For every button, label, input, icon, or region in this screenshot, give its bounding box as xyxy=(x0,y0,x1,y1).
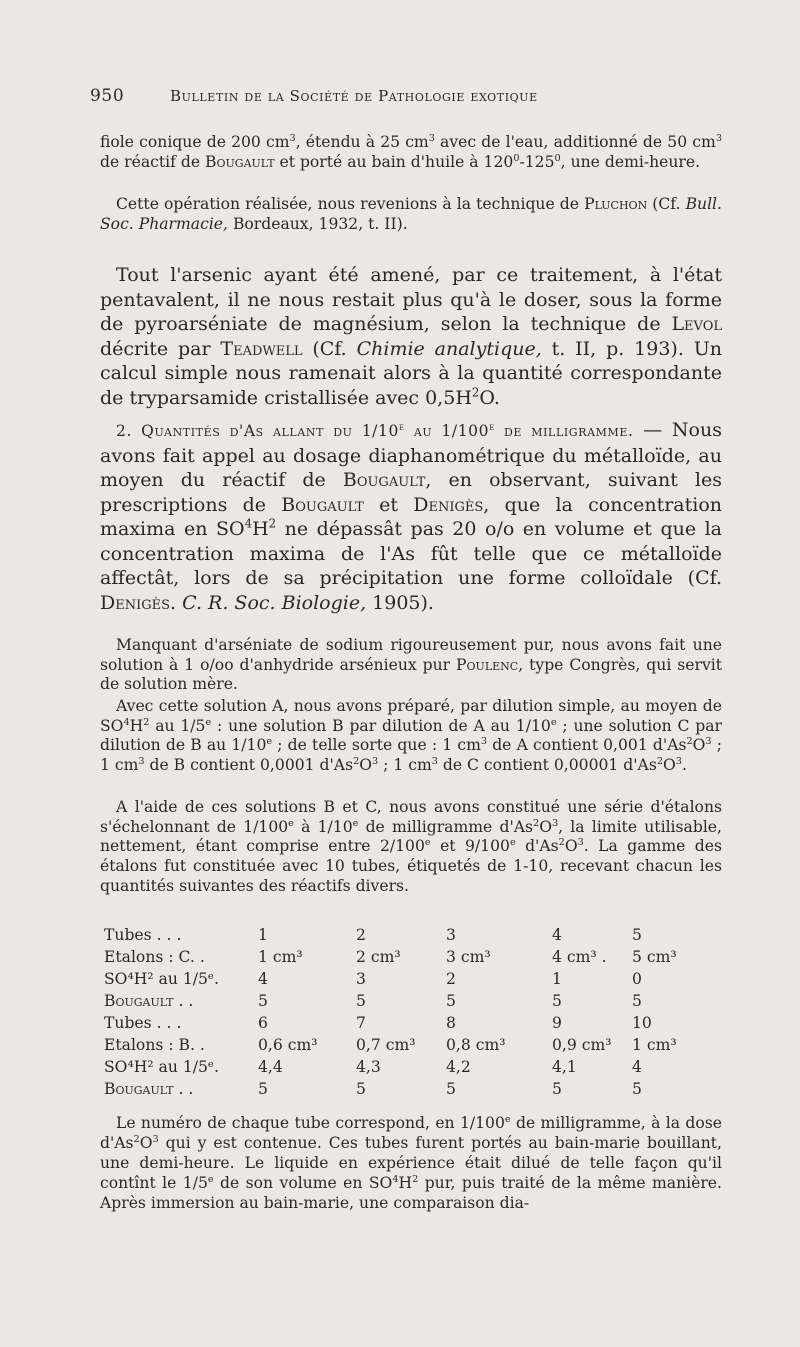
reference-title: Chimie analytique, xyxy=(356,337,542,360)
page-number: 950 xyxy=(90,86,125,106)
author-name: Denigès. xyxy=(100,591,177,614)
table-row: Bougault . . 5 5 5 5 5 xyxy=(104,992,642,1010)
paragraph-8: Le numéro de chaque tube correspond, en 1/100e de milligramme, à la dose $d'As^2O^3$ qui y est contenue. Ces tubes furent portés au bain-marie bouillant, une demi-heure. Le liquide en expérience était dilué de telle façon qu'il contînt le 1/5e de son volume en $SO^4H^2$ pur, puis traité de la même manière. Après immersion au bain-marie, une comparaison dia- xyxy=(100,1113,722,1212)
paragraph-6: Avec cette solution A, nous avons préparé, par dilution simple, au moyen de $SO^4H^2$ au 1/5e : une solution B par dilution de A au 1/10e ; une solution C par dilution de B au 1/10e ; de telle sorte que : 1 $cm^3$ de A contient 0,001 $d'As^2O^3$ ; 1 $cm^3$ de B contient 0,0001 $d'As^2O^3$ ; 1 $cm^3$ de C contient 0,00001 $d'As^2O^3$. xyxy=(100,697,723,775)
table-row: SO⁴H² au 1/5ᵉ. 4 3 2 1 0 xyxy=(104,970,642,988)
reference-title: Bull. Soc. Pharmacie, xyxy=(100,195,722,233)
author-name: Denigès xyxy=(413,493,484,516)
author-name: Bougault xyxy=(205,153,275,171)
paragraph-3: Tout l'arsenic ayant été amené, par ce traitement, à l'état pentavalent, il ne nous restait plus qu'à le doser, sous la forme de pyroarséniate de magnésium, selon la technique de Levol décrite par Teadwell (Cf. Chimie analytique, t. II, p. 193). Un calcul simple nous ramenait alors à la quantité correspondante de tryparsamide cristallisée avec $0,5H^2O$. xyxy=(100,264,722,409)
table-row: SO⁴H² au 1/5ᵉ. 4,4 4,3 4,2 4,1 4 xyxy=(104,1058,642,1076)
table-row: Tubes . . . 1 2 3 4 5 xyxy=(104,926,642,944)
section-title: 2. Quantités d'As allant du 1/10e au 1/100e de milligramme. xyxy=(116,421,634,440)
table-row: Etalons : C. . 1 cm³ 2 cm³ 3 cm³ 4 cm³ . 5 cm³ xyxy=(104,948,677,966)
paragraph-4: 2. Quantités d'As allant du 1/10e au 1/100e de milligramme. — Nous avons fait appel au dosage diaphanométrique du métalloïde, au moyen du réactif de Bougault, en observant, suivant les prescriptions de Bougault et Denigès, que la concentration maxima en $SO^4H^2$ ne dépassât pas 20 o/o en volume et que la concentration maxima de l'As fût telle que ce métalloïde affectât, lors de sa précipitation une forme colloïdale (Cf. Denigès. C. R. Soc. Biologie, 1905). xyxy=(100,419,723,614)
author-name: Bougault xyxy=(281,493,364,516)
author-name: Teadwell xyxy=(220,337,303,360)
author-name: Poulenc xyxy=(456,655,519,674)
author-name: Levol xyxy=(671,313,722,335)
author-name: Bougault xyxy=(342,469,426,491)
paragraph-2: Cette opération réalisée, nous revenions à la technique de Pluchon (Cf. Bull. Soc. Pharmacie, Bordeaux, 1932, t. II). xyxy=(100,195,722,233)
journal-title: Bulletin de la Société de Pathologie exotique xyxy=(170,87,538,105)
running-header xyxy=(90,86,730,112)
standards-table xyxy=(100,926,722,1102)
paragraph-7: A l'aide de ces solutions B et C, nous avons constitué une série d'étalons s'échelonnant de 1/100e à 1/10e de milligramme $d'As^2O^3$, la limite utilisable, nettement, étant comprise entre 2/100e et 9/100e $d'As^2O^3$. La gamme des étalons fut constituée avec 10 tubes, étiquetés de 1-10, recevant chacun les quantités suivantes des réactifs divers. xyxy=(100,798,722,895)
author-name: Pluchon xyxy=(584,195,648,213)
reference-title: C. R. Soc. Biologie, xyxy=(176,591,367,614)
table-row: Tubes . . . 6 7 8 9 10 xyxy=(104,1014,652,1032)
paragraph-5: Manquant d'arséniate de sodium rigoureusement pur, nous avons fait une solution à 1 o/oo d'anhydride arsénieux pur Poulenc, type Congrès, qui servit de solution mère. xyxy=(100,636,723,694)
table-row: Bougault . . 5 5 5 5 5 xyxy=(104,1080,642,1098)
table-row: Etalons : B. . 0,6 cm³ 0,7 cm³ 0,8 cm³ 0,9 cm³ 1 cm³ xyxy=(104,1036,677,1054)
paragraph-1: fiole conique de 200 $cm^3$, étendu à 25 $cm^3$ avec de l'eau, additionné de 50 $cm^3$ de réactif de Bougault et porté au bain d'huile à $120^0-125^0$, une demi-heure. xyxy=(100,132,722,171)
